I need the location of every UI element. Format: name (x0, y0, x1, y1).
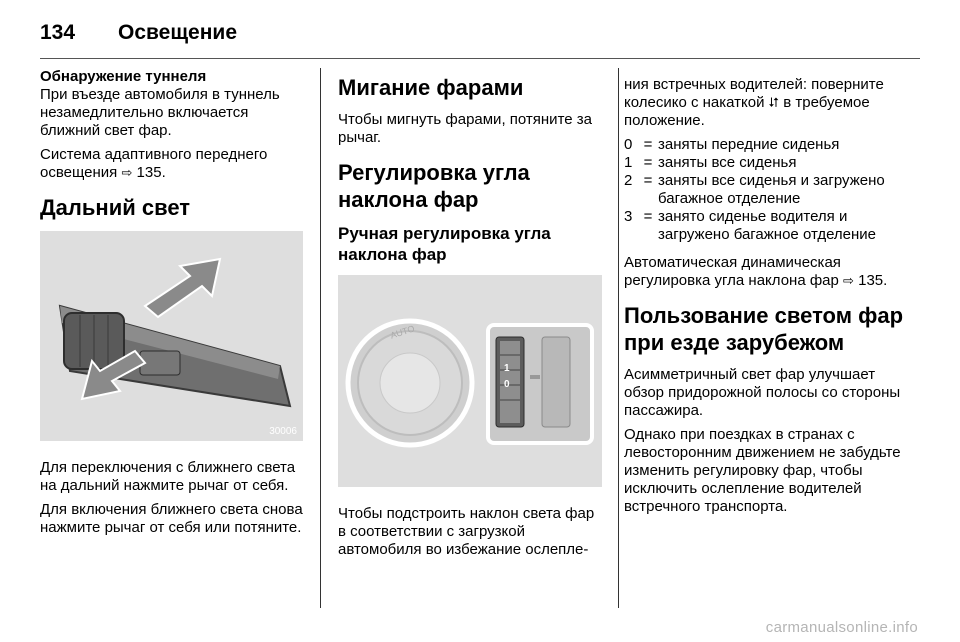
knurl-wheel-icon: ⮃ (768, 95, 780, 110)
list-item: 0 = заняты передние сиденья (624, 136, 840, 153)
tunnel-text: При въезде автомобиля в туннель незамедлительно включается ближний свет фар. (40, 86, 280, 139)
tunnel-heading: Обнаружение туннеля (40, 68, 207, 85)
page-ref-icon: ⇨ (121, 165, 133, 180)
range-label-1: 1 (504, 363, 510, 374)
list-item: 1 = заняты все сиденья (624, 154, 797, 171)
auto-text: Автоматическая динамическая регулировка угла наклона фар ⇨ 135. (624, 254, 888, 289)
auto-label: AUTO (389, 323, 416, 341)
figure-code: 30006 (269, 426, 297, 437)
high-beam-heading: Дальний свет (40, 195, 191, 220)
position-list (624, 136, 914, 244)
page-title: Освещение (118, 21, 237, 44)
high-beam-lever-figure (40, 231, 303, 441)
watermark: carmanualsonline.info (765, 619, 918, 636)
flash-heading: Мигание фарами (338, 75, 524, 100)
list-item: 3 = занято сиденье водителя и загружено багажное отделение (624, 208, 877, 243)
lever-illustration (40, 231, 303, 441)
column-2 (338, 68, 606, 565)
manual-heading: Ручная регулировка угла наклона фар (338, 224, 551, 264)
adjust-text: Чтобы подстроить наклон света фар в соответствии с загрузкой автомобиля во избежание ослепле- (338, 505, 595, 558)
cont-text: ния встречных водителей: поверните колесико с накаткой ⮃ в требуемое положение. (624, 76, 884, 129)
page-ref-icon: ⇨ (843, 273, 854, 288)
switch-back-text: Для включения ближнего света снова нажмите рычаг от себя или потяните. (40, 501, 303, 536)
abroad-heading: Пользование светом фар при езде зарубежом (624, 303, 904, 355)
range-label-0: 0 (504, 379, 510, 390)
flash-text: Чтобы мигнуть фарами, потяните за рычаг. (338, 111, 592, 146)
headlight-range-figure (338, 275, 602, 487)
header-rule (40, 58, 920, 59)
page-header (40, 18, 237, 48)
abroad-text-1: Асимметричный свет фар улучшает обзор придорожной полосы со стороны пассажира. (624, 366, 901, 419)
page-number: 134 (40, 21, 76, 44)
light-switch-illustration (338, 275, 602, 487)
column-1 (40, 68, 305, 543)
afl-text: Система адаптивного переднего освещения ⇨ 135. (40, 146, 268, 181)
column-divider-1 (320, 68, 321, 608)
abroad-text-2: Однако при поездках в странах с левосторонним движением не забудьте изменить регулировку фар, чтобы исключить ослепление водителей встречного транспорта. (624, 426, 901, 515)
column-divider-2 (618, 68, 619, 608)
column-3 (624, 76, 914, 522)
list-item: 2 = заняты все сиденья и загружено багажное отделение (624, 172, 885, 207)
switch-text: Для переключения с ближнего света на дальний нажмите рычаг от себя. (40, 459, 296, 494)
range-heading: Регулировка угла наклона фар (338, 160, 530, 212)
